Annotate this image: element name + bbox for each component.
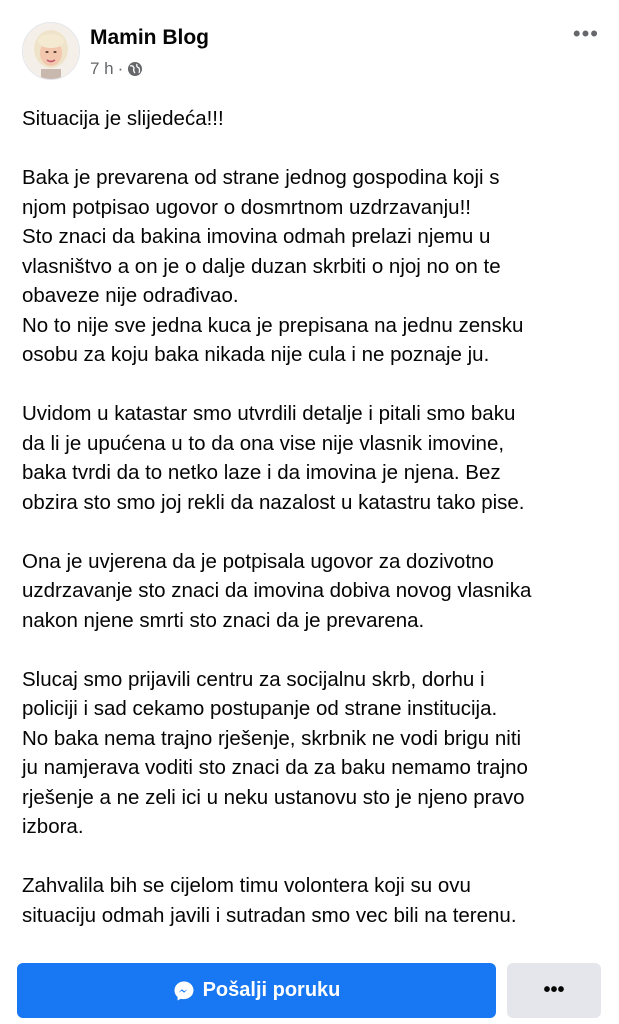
avatar[interactable]	[22, 22, 80, 80]
post-time[interactable]: 7 h	[90, 59, 114, 78]
profile-photo-icon	[23, 23, 79, 79]
meta-separator: ·	[117, 59, 124, 78]
more-actions-button[interactable]: •••	[507, 963, 601, 1018]
globe-icon	[127, 61, 143, 77]
author-name[interactable]: Mamin Blog	[90, 26, 209, 49]
post-header	[0, 0, 619, 100]
send-message-button[interactable]	[17, 963, 496, 1018]
post-paragraph: Situacija je slijedeća!!!	[22, 107, 224, 130]
post-paragraph: Slucaj smo prijavili centru za socijalnu skrb, dorhu i policiji i sad cekamo postupanje od strane institucija. No baka nema trajno rješenje, skrbnik ne vodi brigu niti ju namjerava voditi sto znaci da za baku nemamo trajno rješenje a ne zeli ici u neku ustanovu sto je njeno pravo izbora.	[22, 667, 528, 838]
post-paragraph: Baka je prevarena od strane jednog gospodina koji s njom potpisao ugovor o dosmrtnom uzdrzavanju!! Sto znaci da bakina imovina odmah prelazi njemu u vlasništvo a on je o dalje duzan skrbiti o njoj no on te obaveze nije odrađivao. No to nije sve jedna kuca je prepisana na jednu zensku osobu za koju baka nikada nije cula i ne poznaje ju.	[22, 166, 524, 366]
send-message-label: Pošalji poruku	[202, 979, 341, 1001]
post-paragraph: Zahvalila bih se cijelom timu volontera koji su ovu situaciju odmah javili i sutradan smo vec bili na terenu.	[22, 874, 517, 927]
post-options-button[interactable]: •••	[572, 21, 599, 46]
post-meta	[90, 59, 143, 79]
post-paragraph: Uvidom u katastar smo utvrdili detalje i pitali smo baku da li je upućena u to da ona vise nije vlasnik imovine, baka tvrdi da to netko laze i da imovina je njena. Bez obzira sto smo joj rekli da nazalost u katastru tako pise.	[22, 402, 525, 514]
messenger-icon	[173, 980, 195, 1002]
post-body	[22, 104, 612, 930]
post-paragraph: Ona je uvjerena da je potpisala ugovor za dozivotno uzdrzavanje sto znaci da imovina dobiva novog vlasnika nakon njene smrti sto znaci da je prevarena.	[22, 549, 532, 632]
